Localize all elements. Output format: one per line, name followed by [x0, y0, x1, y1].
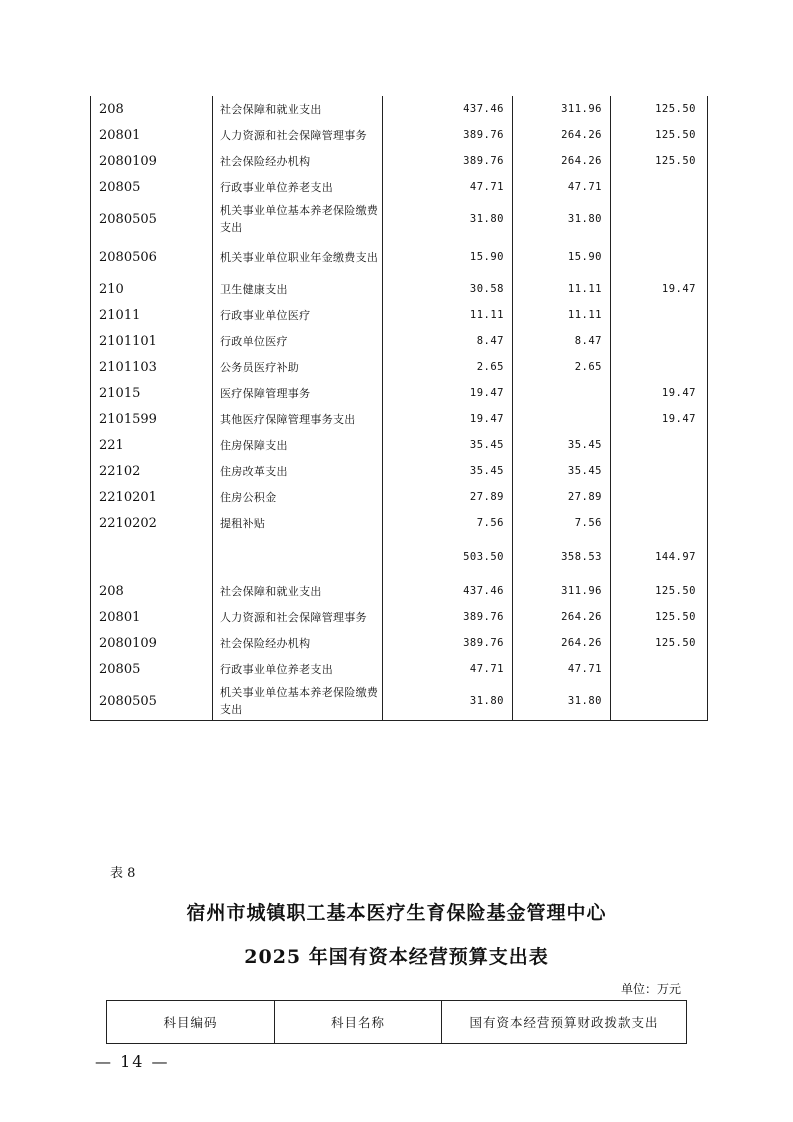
project-amount	[611, 656, 708, 682]
total-amount: 389.76	[383, 122, 513, 148]
total-amount: 389.76	[383, 148, 513, 174]
total-amount: 7.56	[383, 510, 513, 536]
subject-code: 221	[91, 432, 213, 458]
subject-code: 2080505	[91, 200, 213, 238]
subject-name: 行政事业单位养老支出	[213, 174, 383, 200]
basic-amount: 35.45	[513, 432, 611, 458]
total-amount: 15.90	[383, 238, 513, 276]
total-amount: 389.76	[383, 604, 513, 630]
table-row	[91, 406, 708, 432]
project-amount	[611, 200, 708, 238]
basic-amount: 15.90	[513, 238, 611, 276]
table-row	[91, 458, 708, 484]
basic-amount: 47.71	[513, 656, 611, 682]
table-title-line2: 2025 年国有资本经营预算支出表	[244, 946, 549, 968]
table-row	[91, 238, 708, 276]
basic-amount: 264.26	[513, 148, 611, 174]
header-subject-code: 科目编码	[107, 1001, 275, 1044]
subject-code: 2101599	[91, 406, 213, 432]
project-amount: 125.50	[611, 122, 708, 148]
table-row	[91, 484, 708, 510]
total-amount: 503.50	[383, 536, 513, 578]
basic-amount: 31.80	[513, 682, 611, 721]
subject-code: 20805	[91, 174, 213, 200]
budget-expenditure-table	[90, 96, 708, 721]
subject-name: 行政事业单位养老支出	[213, 656, 383, 682]
subject-name: 住房保障支出	[213, 432, 383, 458]
subject-name: 行政事业单位医疗	[213, 302, 383, 328]
basic-amount: 47.71	[513, 174, 611, 200]
basic-amount: 11.11	[513, 302, 611, 328]
total-amount: 31.80	[383, 682, 513, 721]
total-amount: 27.89	[383, 484, 513, 510]
subject-name: 人力资源和社会保障管理事务	[213, 122, 383, 148]
total-amount: 437.46	[383, 96, 513, 122]
state-capital-budget-table	[106, 1000, 687, 1044]
basic-amount	[513, 406, 611, 432]
subject-code: 21011	[91, 302, 213, 328]
subject-name: 提租补贴	[213, 510, 383, 536]
basic-amount: 8.47	[513, 328, 611, 354]
table-row	[91, 578, 708, 604]
subject-code: 208	[91, 96, 213, 122]
subject-name	[213, 536, 383, 578]
header-subject-name: 科目名称	[275, 1001, 442, 1044]
project-amount: 19.47	[611, 406, 708, 432]
table-row	[91, 630, 708, 656]
unit-label: 单位：万元	[620, 982, 681, 996]
table-row	[91, 122, 708, 148]
subject-code: 20801	[91, 604, 213, 630]
total-amount: 8.47	[383, 328, 513, 354]
subject-code	[91, 536, 213, 578]
project-amount	[611, 238, 708, 276]
total-amount: 389.76	[383, 630, 513, 656]
project-amount	[611, 458, 708, 484]
basic-amount: 358.53	[513, 536, 611, 578]
basic-amount: 11.11	[513, 276, 611, 302]
table-row	[91, 432, 708, 458]
total-amount: 19.47	[383, 406, 513, 432]
project-amount	[611, 432, 708, 458]
table-label: 表 8	[110, 866, 136, 881]
header-fiscal-appropriation: 国有资本经营预算财政拨款支出	[442, 1001, 687, 1044]
subject-code: 208	[91, 578, 213, 604]
basic-amount: 35.45	[513, 458, 611, 484]
subject-name: 住房改革支出	[213, 458, 383, 484]
project-amount: 19.47	[611, 380, 708, 406]
project-amount	[611, 328, 708, 354]
project-amount: 19.47	[611, 276, 708, 302]
subject-name: 机关事业单位职业年金缴费支出	[213, 238, 383, 276]
subject-code: 2080506	[91, 238, 213, 276]
subject-code: 2080505	[91, 682, 213, 721]
table-row	[91, 302, 708, 328]
subject-code: 2101101	[91, 328, 213, 354]
subject-code: 2080109	[91, 148, 213, 174]
table-row-total	[91, 536, 708, 578]
subject-code: 2210201	[91, 484, 213, 510]
subject-name: 医疗保障管理事务	[213, 380, 383, 406]
total-amount: 2.65	[383, 354, 513, 380]
subject-name: 住房公积金	[213, 484, 383, 510]
table-row	[91, 200, 708, 238]
subject-code: 22102	[91, 458, 213, 484]
subject-name: 卫生健康支出	[213, 276, 383, 302]
basic-amount: 311.96	[513, 96, 611, 122]
subject-name: 人力资源和社会保障管理事务	[213, 604, 383, 630]
subject-code: 20801	[91, 122, 213, 148]
subject-code: 21015	[91, 380, 213, 406]
basic-amount: 264.26	[513, 604, 611, 630]
project-amount	[611, 354, 708, 380]
total-amount: 31.80	[383, 200, 513, 238]
table-row	[91, 148, 708, 174]
subject-code: 210	[91, 276, 213, 302]
subject-name: 机关事业单位基本养老保险缴费支出	[213, 682, 383, 721]
subject-name: 行政单位医疗	[213, 328, 383, 354]
subject-name: 其他医疗保障管理事务支出	[213, 406, 383, 432]
basic-amount: 311.96	[513, 578, 611, 604]
subject-name: 机关事业单位基本养老保险缴费支出	[213, 200, 383, 238]
basic-amount: 31.80	[513, 200, 611, 238]
table-row	[91, 174, 708, 200]
table-row	[91, 276, 708, 302]
total-amount: 47.71	[383, 656, 513, 682]
page-number: — 14 —	[95, 1052, 170, 1071]
table-row	[91, 656, 708, 682]
subject-name: 公务员医疗补助	[213, 354, 383, 380]
table-title-line1: 宿州市城镇职工基本医疗生育保险基金管理中心	[186, 902, 607, 924]
total-amount: 11.11	[383, 302, 513, 328]
table-row	[91, 96, 708, 122]
total-amount: 19.47	[383, 380, 513, 406]
total-amount: 35.45	[383, 432, 513, 458]
total-amount: 30.58	[383, 276, 513, 302]
project-amount: 125.50	[611, 96, 708, 122]
basic-amount: 2.65	[513, 354, 611, 380]
subject-code: 2080109	[91, 630, 213, 656]
subject-code: 20805	[91, 656, 213, 682]
basic-amount: 27.89	[513, 484, 611, 510]
table-row	[91, 380, 708, 406]
subject-code: 2101103	[91, 354, 213, 380]
subject-name: 社会保险经办机构	[213, 148, 383, 174]
project-amount	[611, 484, 708, 510]
basic-amount	[513, 380, 611, 406]
project-amount	[611, 510, 708, 536]
table-row	[91, 604, 708, 630]
subject-name: 社会保险经办机构	[213, 630, 383, 656]
basic-amount: 7.56	[513, 510, 611, 536]
project-amount	[611, 682, 708, 721]
table-row	[91, 682, 708, 721]
project-amount: 144.97	[611, 536, 708, 578]
basic-amount: 264.26	[513, 630, 611, 656]
total-amount: 35.45	[383, 458, 513, 484]
table-row	[91, 328, 708, 354]
subject-code: 2210202	[91, 510, 213, 536]
total-amount: 437.46	[383, 578, 513, 604]
project-amount	[611, 174, 708, 200]
project-amount: 125.50	[611, 604, 708, 630]
basic-amount: 264.26	[513, 122, 611, 148]
project-amount: 125.50	[611, 148, 708, 174]
total-amount: 47.71	[383, 174, 513, 200]
project-amount: 125.50	[611, 630, 708, 656]
subject-name: 社会保障和就业支出	[213, 578, 383, 604]
table-row	[91, 510, 708, 536]
table-row	[91, 354, 708, 380]
subject-name: 社会保障和就业支出	[213, 96, 383, 122]
project-amount: 125.50	[611, 578, 708, 604]
table-header-row	[107, 1001, 687, 1044]
project-amount	[611, 302, 708, 328]
